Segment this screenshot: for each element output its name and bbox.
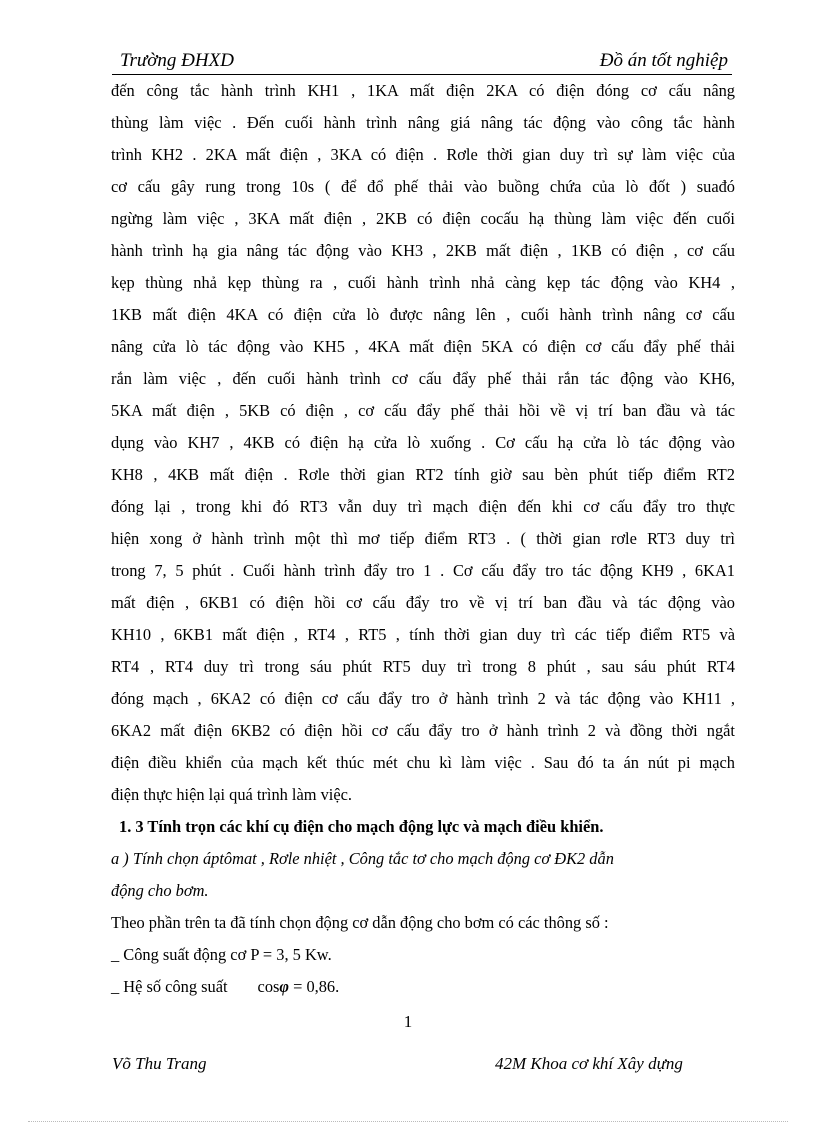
section-heading: 1. 3 Tính trọn các khí cụ điện cho mạch động lực và mạch điều khiển. [119,817,604,836]
param-power-factor [111,971,735,1003]
paragraph-line: 5KA mất điện , 5KB có điện , cơ cấu đẩy phế thải hồi về vị trí ban đầu và tác [111,401,735,420]
paragraph-line: 1KB mất điện 4KA có điện cửa lò được nâng lên , cuối hành trình nâng cơ cấu [111,305,735,324]
subsection-heading-line-1: a ) Tính chọn áptômat , Rơle nhiệt , Công tắc tơ cho mạch động cơ ĐK2 dẫn [111,849,614,868]
footer-department: 42M Khoa cơ khí Xây dựng [495,1054,683,1073]
param-power-factor-value: = 0,86. [289,977,340,996]
param-power-factor-cos: cos [257,977,280,996]
page-bottom-divider [28,1121,788,1122]
paragraph-line: rắn làm việc , đến cuối hành trình cơ cấu đẩy phế thải rắn tác động vào KH6, [111,369,735,388]
paragraph-line: RT4 , RT4 duy trì trong sáu phút RT5 duy trì trong 8 phút , sau sáu phút RT4 [111,657,735,676]
paragraph-line: dụng vào KH7 , 4KB có điện hạ cửa lò xuống . Cơ cấu hạ cửa lò tác động vào [111,433,735,452]
paragraph-last-line: điện thực hiện lại quá trình làm việc. [111,785,353,804]
footer-author: Võ Thu Trang [112,1054,207,1073]
paragraph-line: ngừng làm việc , 3KA mất điện , 2KB có điện cocấu hạ thùng làm việc đến cuối [111,209,735,228]
paragraph-line: trong 7, 5 phút . Cuối hành trình đẩy tro 1 . Cơ cấu đẩy tro tác động KH9 , 6KA1 [111,561,735,580]
body-text [111,75,735,1003]
subsection-heading-line-2: động cho bơm. [111,881,209,900]
paragraph-line: KH10 , 6KB1 mất điện , RT4 , RT5 , tính thời gian duy trì các tiếp điểm RT5 và [111,625,735,644]
paragraph-line: điện điều khiển của mạch kết thúc mét chu kì làm việc . Sau đó ta án nút pi mạch [111,753,735,772]
page-header [112,50,732,75]
paragraph-line: thùng làm việc . Đến cuối hành trình nâng giá nâng tác động vào công tắc hành [111,113,735,132]
param-power-factor-label: _ Hệ số công suất [111,977,228,996]
paragraph-line: hiện xong ở hành trình một thì mơ tiếp điểm RT3 . ( thời gian rơle RT3 duy trì [111,529,735,548]
paragraph-line: cơ cấu gây rung trong 10s ( để đổ phế thải vào buồng chứa của lò đốt ) suađó [111,177,735,196]
paragraph-line: kẹp thùng nhả kẹp thùng ra , cuối hành trình nhả càng kẹp tác động vào KH4 , [111,273,735,292]
paragraph-line: nâng cửa lò tác động vào KH5 , 4KA mất điện 5KA có điện cơ cấu đẩy phế thải [111,337,735,356]
paragraph-line: trình KH2 . 2KA mất điện , 3KA có điện . Rơle thời gian duy trì sự làm việc của [111,145,735,164]
phi-symbol: φ [279,977,289,996]
paragraph-line: mất điện , 6KB1 có điện hồi cơ cấu đẩy tro về vị trí ban đầu và tác động vào [111,593,735,612]
paragraph-line: đến công tắc hành trình KH1 , 1KA mất điện 2KA có điện đóng cơ cấu nâng [111,81,735,100]
paragraph-line: KH8 , 4KB mất điện . Rơle thời gian RT2 tính giờ sau bèn phút tiếp điểm RT2 [111,465,735,484]
param-power: _ Công suất động cơ P = 3, 5 Kw. [111,945,332,964]
header-school: Trường ĐHXD [120,50,234,71]
paragraph-line: đóng mạch , 6KA2 có điện cơ cấu đẩy tro ở hành trình 2 và tác động vào KH11 , [111,689,735,708]
intro-line: Theo phần trên ta đã tính chọn động cơ dẫn động cho bơm có các thông số : [111,913,609,932]
header-document-type: Đồ án tốt nghiệp [599,50,728,71]
page-number: 1 [403,1012,413,1031]
paragraph-line: 6KA2 mất điện 6KB2 có điện hồi cơ cấu đẩy tro ở hành trình 2 và đồng thời ngắt [111,721,735,740]
paragraph-line: đóng lại , trong khi đó RT3 vẫn duy trì mạch điện đến khi cơ cấu đẩy tro thực [111,497,735,516]
paragraph-line: hành trình hạ gia nâng tác động vào KH3 , 2KB mất điện , 1KB có điện , cơ cấu [111,241,735,260]
